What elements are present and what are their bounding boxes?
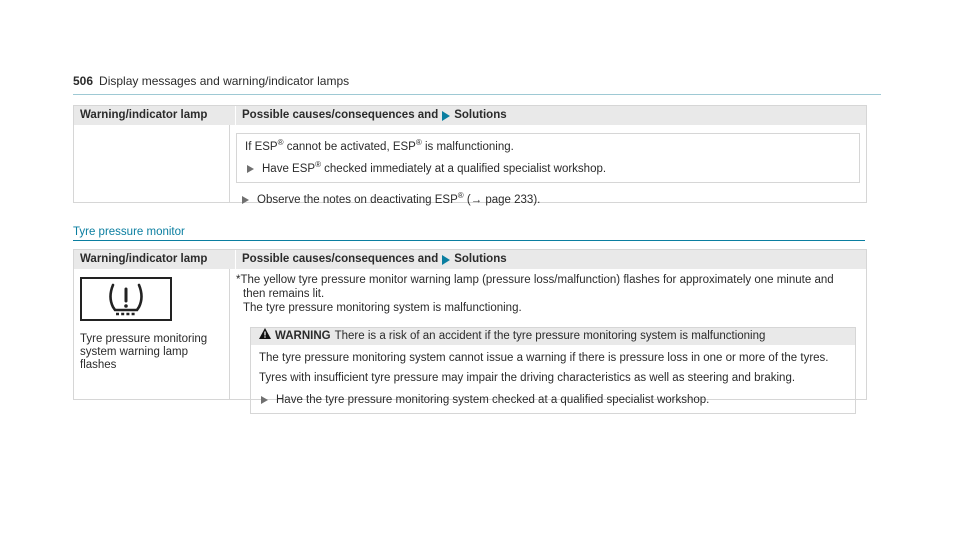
solutions-arrow-icon: [442, 111, 450, 121]
table-row: [74, 269, 866, 406]
warning-header: [251, 328, 855, 345]
col-header-causes: Possible causes/consequences and Solutions: [235, 250, 866, 269]
esp-table: [73, 105, 867, 206]
warning-title: There is a risk of an accident if the tyre pressure monitoring system is malfunctioning: [334, 330, 766, 342]
esp-check-step: Have ESP® checked immediately at a qualified specialist workshop.: [245, 162, 851, 176]
section-title: Tyre pressure monitor: [73, 226, 865, 241]
step-triangle-icon: [247, 165, 254, 173]
causes-cell: [229, 125, 866, 206]
step-triangle-icon: [261, 396, 268, 404]
col-header-causes: Possible causes/consequences and Solutions: [235, 106, 866, 125]
page-header-title: Display messages and warning/indicator lamps: [99, 74, 350, 88]
warning-text: The tyre pressure monitoring system cannot issue a warning if there is pressure loss in one or more of the tyres.: [259, 352, 829, 364]
lamp-caption-line: Tyre pressure monitoring: [80, 333, 208, 345]
table-header: [74, 106, 866, 125]
page-header: [73, 74, 881, 95]
solutions-arrow-icon: [442, 255, 450, 265]
warning-text: Tyres with insufficient tyre pressure may impair the driving characteristics as well as steering and braking.: [259, 372, 796, 384]
causes-cell: [229, 269, 866, 406]
warning-label: WARNING: [275, 330, 331, 342]
warning-triangle-icon: [259, 328, 271, 345]
col-header-lamp: Warning/indicator lamp: [80, 109, 208, 121]
warning-step: Have the tyre pressure monitoring system checked at a qualified specialist workshop.: [259, 393, 847, 407]
esp-malfunction-box: [236, 133, 860, 183]
lamp-cell: [74, 269, 229, 399]
page-number: 506: [73, 74, 94, 88]
lamp-description-line: The tyre pressure monitoring system is malfunctioning.: [243, 302, 522, 314]
table-row: [74, 125, 866, 206]
tyre-pressure-warning-lamp-icon: [80, 277, 223, 325]
tyre-pressure-table: [73, 249, 867, 406]
step-triangle-icon: [242, 196, 249, 204]
esp-malfunction-text: If ESP® cannot be activated, ESP® is malfunctioning.: [245, 138, 514, 153]
lamp-caption-line: system warning lamp flashes: [80, 346, 189, 371]
lamp-cell: [74, 125, 229, 202]
table-header: [74, 250, 866, 269]
page-reference-link[interactable]: (→ page 233).: [463, 194, 541, 206]
esp-observe-step: Observe the notes on deactivating ESP® (→ page 233).: [236, 193, 860, 207]
lamp-description-line: *The yellow tyre pressure monitor warning lamp (pressure loss/malfunction) flashes for approximately one minute and: [236, 274, 834, 286]
warning-box: [250, 327, 856, 414]
lamp-description-line: then remains lit.: [243, 288, 325, 300]
col-header-lamp: Warning/indicator lamp: [80, 253, 208, 265]
